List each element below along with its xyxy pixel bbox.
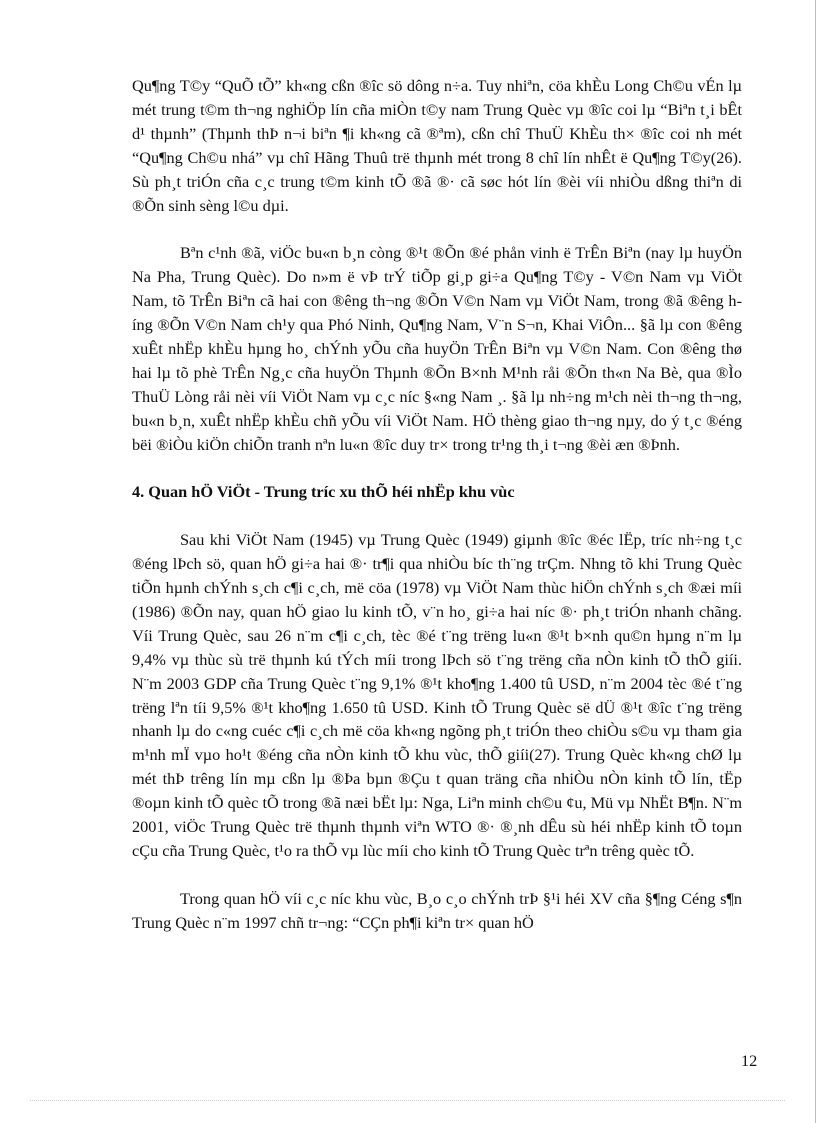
paragraph-3: Sau khi ViÖt Nam (1945) vµ Trung Quèc (1949) giµnh ®îc ®éc lËp, tríc nh÷ng t¸c ®éng lÞch sö, quan hÖ gi÷a hai ®· tr¶i qua nhiÒu bíc th¨ng trÇm. Nhng tõ khi Trung Quèc tiÕn hµnh chÝnh s¸ch c¶i c¸ch, më cöa (1978) vµ ViÖt Nam thùc hiÖn chÝnh s¸ch ®æi míi (1986) ®Õn nay, quan hÖ giao lu kinh tÕ, v¨n ho¸ gi÷a hai níc ®· ph¸t triÓn nhanh chãng. Víi Trung Quèc, sau 26 n¨m c¶i c¸ch, tèc ®é t¨ng trëng lu«n ®¹t b×nh qu©n hµng n¨m lµ 9,4% vµ thùc sù trë thµnh kú tÝch míi trong lÞch sö t¨ng trëng cña nÒn kinh tÕ thÕ giíi. N¨m 2003 GDP cña Trung Quèc t¨ng 9,1% ®¹t kho¶ng 1.400 tû USD, n¨m 2004 tèc ®é t¨ng trëng lªn tíi 9,5% ®¹t kho¶ng 1.650 tû USD. Kinh tÕ Trung Quèc së dÜ ®¹t ®îc t¨ng trëng nhanh lµ do c«ng cuéc c¶i c¸ch më cöa kh«ng ngõng ph¸t triÓn theo chiÒu s©u vµ tham gia m¹nh mÏ vµo ho¹t ®éng cña nÒn kinh tÕ khu vùc, thÕ giíi(27). Trung Quèc kh«ng chØ lµ mét thÞ trêng lín mµ cßn lµ ®Þa bµn ®Çu t quan träng cña nhiÒu nÒn kinh tÕ lín, tËp ®oµn kinh tÕ quèc tÕ trong ®ã næi bËt lµ: Nga, Liªn minh ch©u ¢u, Mü vµ NhËt B¶n. N¨m 2001, viÖc Trung Quèc trë thµnh thµnh viªn WTO ®· ®¸nh dÊu sù héi nhËp kinh tÕ toµn cÇu cña Trung Quèc, t¹o ra thÕ vµ lùc míi cho kinh tÕ Trung Quèc trªn trêng quèc tÕ. [132, 530, 742, 860]
paragraph-2: Bªn c¹nh ®ã, viÖc bu«n b¸n còng ®¹t ®Õn ®é phån vinh ë TrÊn Biªn (nay lµ huyÖn Na Pha, Trung Quèc). Do n»m ë vÞ trÝ tiÕp gi¸p gi÷a Qu¶ng T©y - V©n Nam vµ ViÖt Nam, tõ TrÊn Biªn cã hai con ®êng th¬ng ®Õn V©n Nam vµ ViÖt Nam, trong ®ã ®êng híng ®Õn V©n Nam ch¹y qua Phó Ninh, Qu¶ng Nam, V¨n S¬n, Khai ViÔn... §ã lµ con ®êng xuÊt nhËp khÈu hµng ho¸ chÝnh yÕu cña huyÖn TrÊn Biªn vµ V©n Nam. Con ®êng thø hai lµ tõ phè TrÊn Ng¸c cña huyÖn Thµnh ®Õn B×nh M¹nh råi ®Õn th«n Na Bè, qua ®Ìo ThuÜ Lòng råi nèi víi ViÖt Nam vµ c¸c níc §«ng Nam ¸. §ã lµ nh÷ng m¹ch nèi th¬ng th¬ng, bu«n b¸n, xuÊt nhËp khÈu chñ yÕu víi ViÖt Nam. HÖ thèng giao th¬ng nµy, do ý t¸c ®éng bëi ®iÒu kiÖn chiÕn tranh nªn lu«n ®îc duy tr× trong tr¹ng th¸i t¬ng ®èi æn ®Þnh. [132, 243, 742, 454]
page-body [132, 74, 742, 935]
paragraph-spacer [132, 456, 742, 480]
paragraph-spacer [132, 863, 742, 887]
section-heading: 4. Quan hÖ ViÖt - Trung tríc xu thÕ héi nhËp khu vùc [132, 482, 515, 502]
paragraph-spacer [132, 217, 742, 241]
paragraph-4: Trong quan hÖ víi c¸c níc khu vùc, B¸o c¸o chÝnh trÞ §¹i héi XV cña §¶ng Céng s¶n Trung Quèc n¨m 1997 chñ tr¬ng: “CÇn ph¶i kiªn tr× quan hÖ [132, 888, 742, 932]
paragraph-spacer [132, 504, 742, 528]
page-number: 12 [741, 1051, 758, 1070]
paragraph-1: Qu¶ng T©y “QuÕ tÕ” kh«ng cßn ®îc sö dông n÷a. Tuy nhiªn, cöa khÈu Long Ch©u vÉn lµ mét trung t©m th¬ng nghiÖp lín cña miÒn t©y nam Trung Quèc vµ ®îc coi lµ “Biªn t¸i bÊt d¹ thµnh” (Thµnh thÞ n¬i biªn ¶i kh«ng cã ®ªm), cßn chî ThuÜ KhÈu th× ®îc coi nh mét “Qu¶ng Ch©u nhá” vµ chî Hãng Thuû trë thµnh mét trong 8 chî lín nhÊt ë Qu¶ng T©y(26). Sù ph¸t triÓn cña c¸c trung t©m kinh tÕ ®ã ®· cã søc hót lín ®èi víi nhiÒu dßng thiªn di ®Õn sinh sèng l©u dµi. [132, 76, 742, 215]
